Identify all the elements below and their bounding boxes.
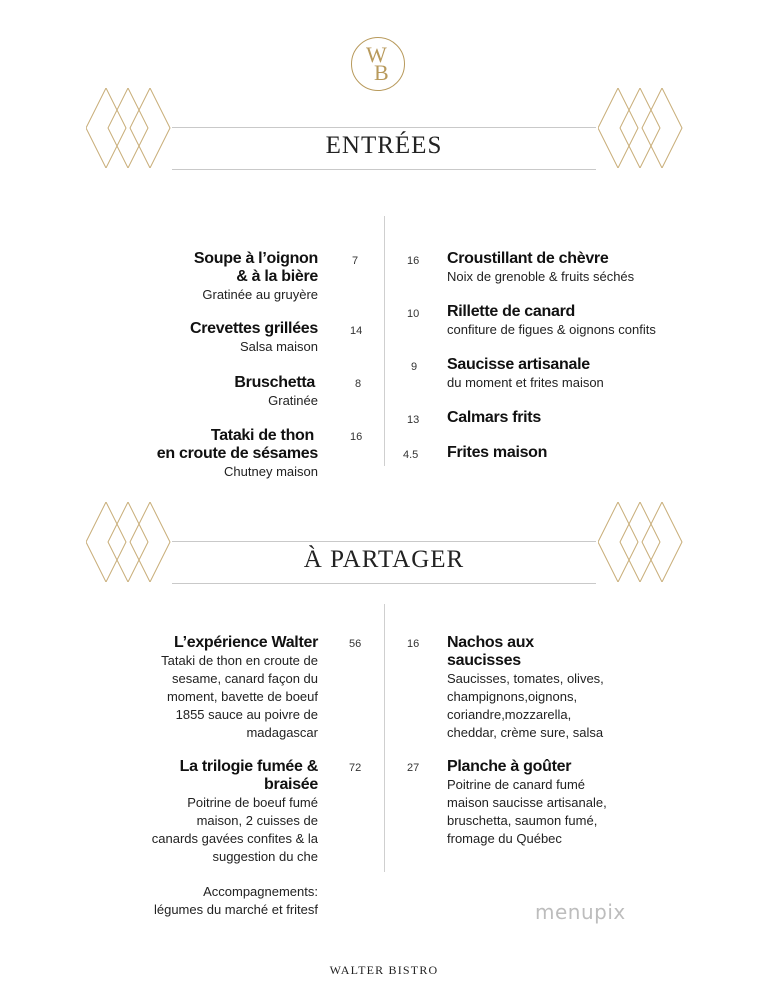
item-description-line: sesame, canard façon du xyxy=(172,671,318,686)
item-name: Nachos aux xyxy=(447,634,534,651)
item-description: Noix de grenoble & fruits séchés xyxy=(447,269,635,284)
item-price: 72 xyxy=(349,762,362,774)
item-description-line: coriandre,mozzarella, xyxy=(447,707,572,722)
item-description-line: moment, bavette de boeuf xyxy=(166,689,318,704)
item-name: Rillette de canard xyxy=(447,303,575,320)
item-name-line2: & à la bière xyxy=(236,268,318,285)
item-name-line2: saucisses xyxy=(447,652,521,669)
menu-item xyxy=(447,444,747,462)
accompaniments-line: légumes du marché et fritesf xyxy=(153,902,318,917)
logo-letter-w: W xyxy=(366,42,387,67)
section-title-partager: À PARTAGER xyxy=(303,546,465,573)
divider-bottom xyxy=(172,583,596,584)
item-name: Bruschetta xyxy=(234,374,315,391)
menu-item xyxy=(38,758,318,866)
accompaniments-line: Accompagnements: xyxy=(203,884,318,899)
column-divider xyxy=(384,216,385,466)
item-price: 56 xyxy=(349,638,362,650)
item-name-line2: en croute de sésames xyxy=(156,445,318,462)
item-description-line: champignons,oignons, xyxy=(447,689,578,704)
watermark-text: menupix xyxy=(535,900,626,924)
item-price: 10 xyxy=(407,308,420,320)
item-name: Saucisse artisanale xyxy=(447,356,590,373)
item-name-line2: braisée xyxy=(264,776,318,793)
menu-item xyxy=(447,634,747,742)
item-description-line: cheddar, crème sure, salsa xyxy=(447,725,604,740)
item-price: 16 xyxy=(407,638,420,650)
item-description-line: suggestion du che xyxy=(212,849,318,864)
logo-letter-b: B xyxy=(374,60,389,85)
item-description-line: maison, 2 cuisses de xyxy=(196,813,318,828)
item-name: Frites maison xyxy=(447,444,548,461)
item-price: 27 xyxy=(407,762,420,774)
item-description-line: Tataki de thon en croute de xyxy=(161,653,318,668)
item-description-line: Poitrine de boeuf fumé xyxy=(187,795,318,810)
item-name: La trilogie fumée & xyxy=(179,758,318,775)
menu-item xyxy=(58,427,318,481)
item-description: Chutney maison xyxy=(224,464,318,479)
item-description-line: Poitrine de canard fumé xyxy=(447,777,586,792)
item-price: 13 xyxy=(407,414,420,426)
menu-item xyxy=(447,250,747,286)
item-description-line: 1855 sauce au poivre de xyxy=(175,707,318,722)
menu-item xyxy=(447,758,747,848)
item-description-line: maison saucisse artisanale, xyxy=(447,795,607,810)
bistro-logo xyxy=(351,37,405,91)
menu-item xyxy=(38,634,318,742)
divider-bottom xyxy=(172,169,596,170)
section-title-entrees: ENTRÉES xyxy=(325,132,443,159)
divider-top xyxy=(172,127,596,128)
item-name: Calmars frits xyxy=(447,409,541,426)
item-name: Croustillant de chèvre xyxy=(447,250,609,267)
item-description-line: bruschetta, saumon fumé, xyxy=(447,813,598,828)
menu-item xyxy=(447,303,747,339)
item-description-line: Saucisses, tomates, olives, xyxy=(447,671,604,686)
item-description: Salsa maison xyxy=(239,339,318,354)
item-name: Planche à goûter xyxy=(447,758,572,775)
menu-item xyxy=(447,356,747,392)
item-price: 9 xyxy=(411,361,418,373)
menu-item xyxy=(55,374,318,410)
menu-item xyxy=(58,250,318,304)
menu-item xyxy=(58,320,318,356)
divider-top xyxy=(172,541,596,542)
accompaniments-note xyxy=(38,883,318,919)
item-name: L’expérience Walter xyxy=(174,634,318,651)
item-name: Crevettes grillées xyxy=(189,320,318,337)
column-divider xyxy=(384,604,385,872)
item-price: 4.5 xyxy=(403,449,419,461)
item-price: 14 xyxy=(350,325,363,337)
item-name: Soupe à l’oignon xyxy=(193,250,318,267)
item-price: 7 xyxy=(352,255,359,267)
footer-brand: WALTER BISTRO xyxy=(329,963,439,977)
item-description: du moment et frites maison xyxy=(447,375,604,390)
item-description-line: canards gavées confites & la xyxy=(151,831,318,846)
item-description-line: madagascar xyxy=(246,725,318,740)
item-name: Tataki de thon xyxy=(210,427,314,444)
item-description-line: fromage du Québec xyxy=(447,831,562,846)
item-description: Gratinée xyxy=(268,393,318,408)
item-description: Gratinée au gruyère xyxy=(202,287,318,302)
item-price: 16 xyxy=(350,431,363,443)
item-description: confiture de figues & oignons confits xyxy=(447,322,656,337)
watermark xyxy=(532,884,692,934)
item-price: 8 xyxy=(355,378,362,390)
item-price: 16 xyxy=(407,255,420,267)
menu-item xyxy=(447,409,747,427)
